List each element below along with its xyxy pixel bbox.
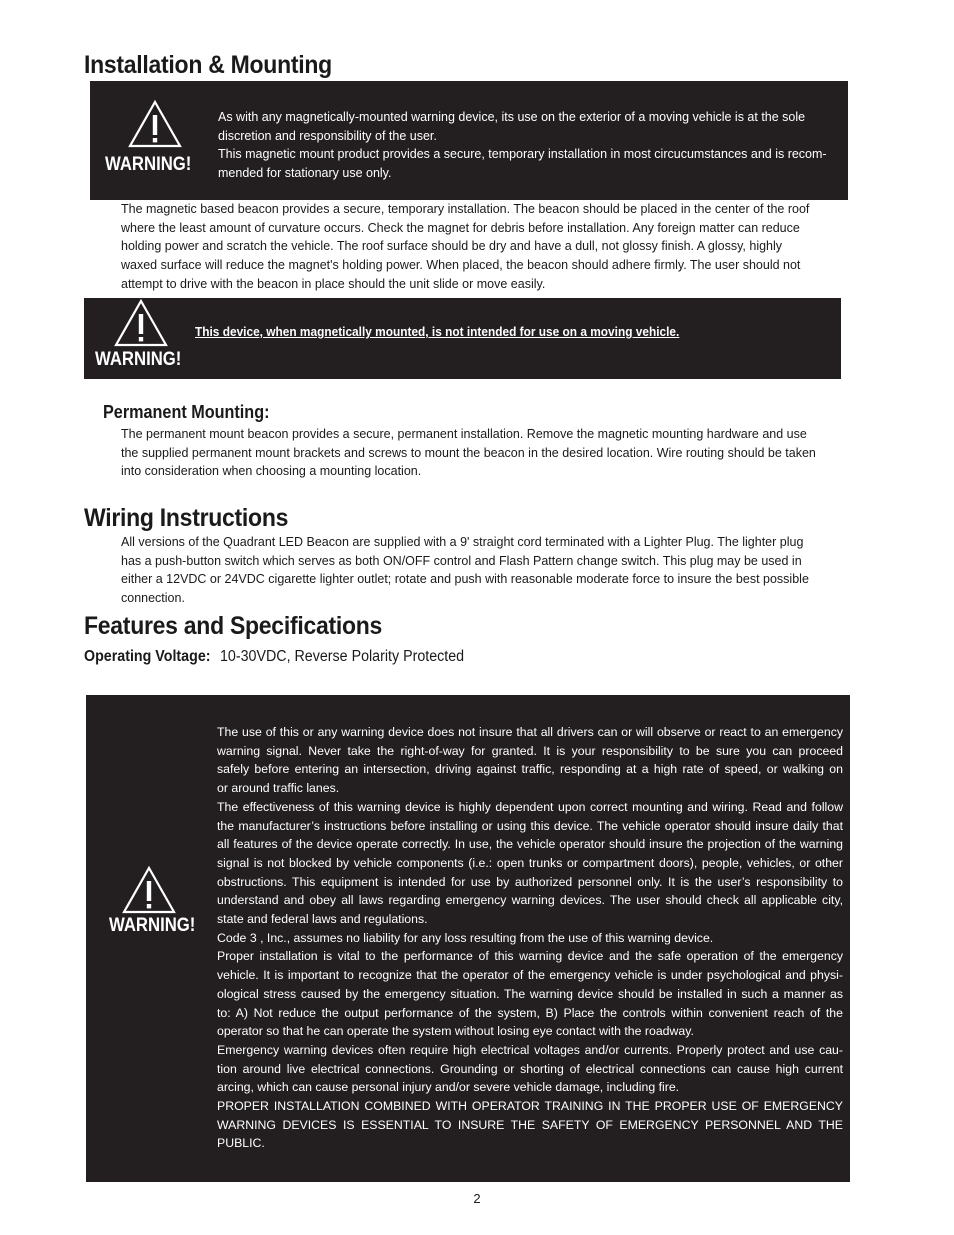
paragraph-line: connection.: [121, 591, 185, 606]
paragraph-line: All versions of the Quadrant LED Beacon are supplied with a 9' straight cord terminated with a Lighter Plug. The lighter plug: [121, 535, 804, 549]
warning-text-line: the manufacturer’s instructions before installing or using this device. The vehicle operator should insure daily that: [217, 818, 843, 833]
warning-text-line: obstructions. This equipment is intended for use by authorized personnel only. It is the user’s responsibility to: [217, 874, 843, 889]
warning-text-line: warning signal. Never take the right-of-way for granted. It is your responsibility to be sure you can proceed: [217, 743, 843, 758]
paragraph-line: The magnetic based beacon provides a secure, temporary installation. The beacon should be placed in the center of the roof: [121, 202, 810, 216]
warning-text-line: state and federal laws and regulations.: [217, 912, 428, 927]
magnetic-mount-paragraph: [121, 200, 841, 294]
warning-text-line: to: A) Not reduce the output performance of the system, B) Place the controls within convenient reach of the: [217, 1005, 843, 1020]
warning-text-line: operator so that he can operate the system without losing eye contact with the roadway.: [217, 1024, 694, 1039]
paragraph-line: The permanent mount beacon provides a secure, permanent installation. Remove the magnetic mounting hardware and use: [121, 427, 807, 441]
warning-text-line: all features of the device operate correctly. In use, the vehicle operator should insure the projection of the warning: [217, 837, 843, 852]
warning-text-line: tion around live electrical connections. Grounding or shorting of electrical connections can cause high current: [217, 1061, 843, 1076]
warning-text-line: WARNING DEVICES IS ESSENTIAL TO INSURE THE SAFETY OF EMERGENCY PERSONNEL AND THE: [217, 1117, 843, 1132]
permanent-mount-paragraph: [121, 425, 843, 481]
paragraph-line: waxed surface will reduce the magnet's holding power. When placed, the beacon should adhere firmly. The user should not: [121, 258, 801, 273]
warning-text-line: As with any magnetically-mounted warning device, its use on the exterior of a moving vehicle is at the sole: [218, 110, 806, 124]
warning-text-line: vehicle. It is important to recognize that the operator of the emergency vehicle is under psychological and physi-: [217, 968, 843, 983]
warning-text-line: Emergency warning devices often require high electrical voltages and/or currents. Properly protect and use cau-: [217, 1042, 843, 1057]
warning-text-line: Proper installation is vital to the performance of this warning device and the safe operation of the emergency: [217, 949, 843, 964]
paragraph-line: holding power and scratch the vehicle. The roof surface should be dry and have a dull, not glossy finish. A glossy, highly: [121, 239, 783, 254]
warning-text-line: understand and obey all laws regarding emergency warning devices. The user should check all applicable city,: [217, 893, 843, 908]
warning-triangle-icon: [121, 865, 177, 915]
operating-voltage: [84, 648, 485, 666]
features-title: Features and Specifications: [84, 612, 383, 640]
warning-text-line: PROPER INSTALLATION COMBINED WITH OPERATOR TRAINING IN THE PROPER USE OF EMERGENCY: [217, 1099, 843, 1114]
warning-triangle-icon: [127, 99, 183, 149]
warning-text-line: The use of this or any warning device does not insure that all drivers can or will observe or react to an emergency: [217, 725, 843, 739]
wiring-title: Wiring Instructions: [84, 504, 289, 532]
warning-text: [218, 108, 844, 183]
operating-voltage-value: 10-30VDC, Reverse Polarity Protected: [219, 648, 464, 665]
warning-text-line: This magnetic mount product provides a secure, temporary installation in most circucumstances and is recom-: [218, 147, 827, 162]
paragraph-line: into consideration when choosing a mounting location.: [121, 464, 422, 479]
warning-text-line: mended for stationary use only.: [218, 166, 392, 181]
warning-text-line: or around traffic lanes.: [217, 781, 340, 796]
paragraph-line: where the least amount of curvature occurs. Check the magnet for debris before installation. Any foreign matter can reduce: [121, 220, 800, 235]
warning-text: This device, when magnetically mounted, is not intended for use on a moving vehicle.: [195, 325, 680, 339]
warning-box-general: [86, 695, 850, 1182]
warning-text-line: Code 3 , Inc., assumes no liability for any loss resulting from the use of this warning device.: [217, 930, 714, 945]
warning-text-line: safely before entering an intersection, driving against traffic, responding at a high rate of speed, or walking on: [217, 762, 843, 777]
warning-text-line: The effectiveness of this warning device is highly dependent upon correct mounting and wiring. Read and follow: [217, 799, 843, 814]
warning-text-line: discretion and responsibility of the user.: [218, 128, 437, 143]
warning-triangle-icon: [113, 298, 169, 348]
paragraph-line: either a 12VDC or 24VDC cigarette lighter outlet; rotate and push with reasonable moderate force to insure the best possible: [121, 572, 809, 587]
warning-box-moving-vehicle: [84, 298, 841, 379]
warning-text-line: arcing, which can cause personal injury and/or severe vehicle damage, including fire.: [217, 1080, 680, 1095]
permanent-mounting-heading: Permanent Mounting:: [103, 402, 270, 422]
warning-text: [217, 723, 843, 1153]
paragraph-line: attempt to drive with the beacon in place should the unit slide or move easily.: [121, 276, 546, 291]
warning-text-line: PUBLIC.: [217, 1136, 265, 1151]
warning-label: WARNING!: [109, 915, 196, 936]
operating-voltage-label: Operating Voltage:: [84, 648, 211, 665]
warning-box-magnetic: [90, 81, 848, 200]
wiring-paragraph: [121, 533, 843, 608]
warning-label: WARNING!: [105, 154, 192, 175]
paragraph-line: has a push-button switch which serves as both ON/OFF control and Flash Pattern change switch. This plug may be used in: [121, 553, 802, 568]
page-number: 2: [473, 1191, 481, 1206]
warning-label: WARNING!: [95, 349, 182, 370]
warning-text-line: ological stress caused by the emergency situation. The warning device should be installed in such a manner as: [217, 986, 843, 1001]
paragraph-line: the supplied permanent mount brackets and screws to mount the beacon in the desired location. Wire routing should be taken: [121, 445, 816, 460]
installation-title: Installation & Mounting: [84, 51, 332, 79]
warning-text-line: signal is not blocked by vehicle components (i.e.: open trunks or compartment doors), people, vehicles, or other: [217, 855, 843, 870]
